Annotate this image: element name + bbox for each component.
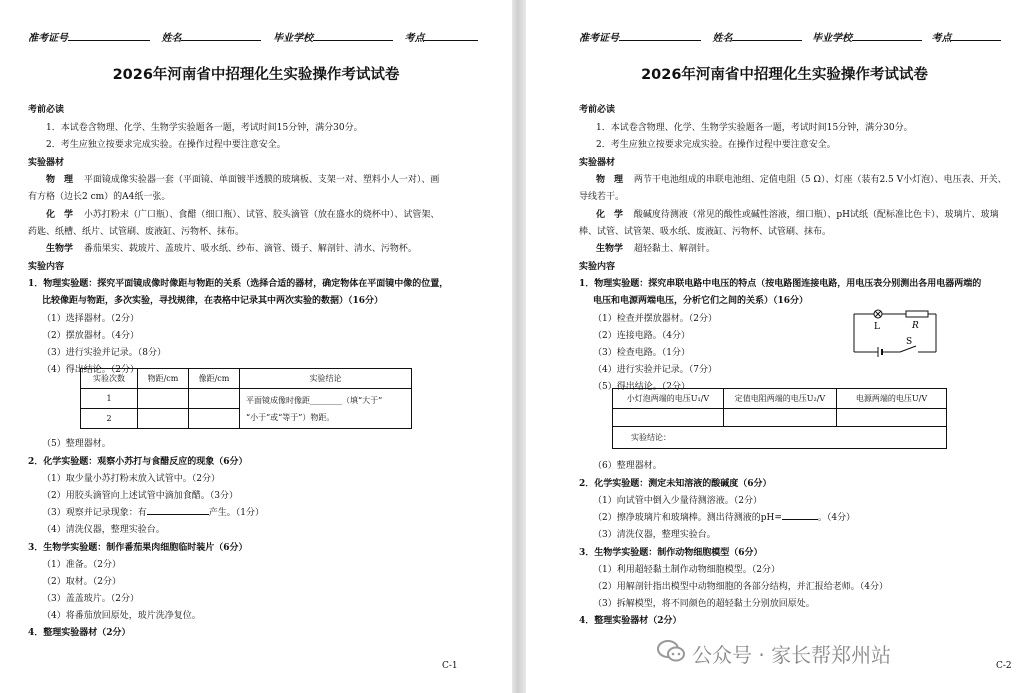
lamp-label: L xyxy=(874,322,880,332)
question-step: （3）盖盖玻片。（2分） xyxy=(42,594,139,604)
question-2-text: 2．化学实验题：观察小苏打与食醋反应的现象（6分） xyxy=(28,457,248,467)
table-header: 实验次数 xyxy=(81,369,138,389)
table-cell: 2 xyxy=(81,409,138,429)
resistor-voltage-cell[interactable] xyxy=(724,409,837,427)
image-distance-cell[interactable] xyxy=(189,389,240,409)
question-step: （1）选择器材。（2分） xyxy=(42,314,139,324)
physics-equipment: 有方格（边长2 cm）的A4纸一张。 xyxy=(28,192,171,202)
table-header: 像距/cm xyxy=(189,369,240,389)
header-fields xyxy=(579,29,1001,44)
notice-line: 1．本试卷含物理、化学、生物学实验题各一题，考试时间15分钟，满分30分。 xyxy=(596,123,913,133)
object-distance-cell[interactable] xyxy=(138,389,189,409)
exam-number-field[interactable] xyxy=(619,31,701,41)
school-field[interactable] xyxy=(852,31,922,41)
biology-equipment: 超轻黏土、解剖针。 xyxy=(633,244,715,254)
name-label: 姓名 xyxy=(712,33,733,44)
question-step: （1）利用超轻黏土制作动物细胞模型。（2分） xyxy=(593,565,780,575)
exam-number-field[interactable] xyxy=(68,31,150,41)
question-step: （4）得出结论。（2分） xyxy=(42,365,139,375)
question-step: 产生。（1分） xyxy=(208,508,264,518)
conclusion-label: 实验结论： xyxy=(631,433,671,442)
equipment-heading: 实验器材 xyxy=(28,158,65,168)
header-fields xyxy=(28,29,478,44)
ph-answer-blank[interactable] xyxy=(782,510,818,520)
question-4-text: 4．整理实验器材（2分） xyxy=(28,628,131,638)
question-step: （5）得出结论。（2分） xyxy=(593,382,690,392)
question-step: （6）整理器材。 xyxy=(593,461,662,471)
school-label: 毕业学校 xyxy=(811,33,852,44)
notice-line: 2．考生应独立按要求完成实验。在操作过程中要注意安全。 xyxy=(46,140,286,150)
question-step: （4）清洗仪器，整理实验台。 xyxy=(42,525,165,535)
question-step: （4）将番茄放回原处，玻片洗净复位。 xyxy=(42,611,201,621)
question-3-text: 3．生物学实验题：制作动物细胞模型（6分） xyxy=(579,548,763,558)
table-header: 小灯泡两端的电压U₁/V xyxy=(613,389,724,409)
answer-blank[interactable] xyxy=(147,505,209,515)
chemistry-equipment: 药匙、纸槽、纸片、试管刷、废液缸、污物杯、抹布。 xyxy=(28,227,245,237)
equipment-heading: 实验器材 xyxy=(579,158,616,168)
conclusion-text: “小于”或“等于”）物距。 xyxy=(246,412,335,422)
question-step: （5）整理器材。 xyxy=(42,439,111,449)
physics-equipment: 导线若干。 xyxy=(579,192,625,202)
question-4-text: 4．整理实验器材（2分） xyxy=(579,616,682,626)
question-step: （1）准备。（2分） xyxy=(42,560,121,570)
series-circuit-diagram xyxy=(848,306,940,360)
question-step: （2）连接电路。（4分） xyxy=(593,331,690,341)
table-header: 物距/cm xyxy=(138,369,189,389)
exam-site-field[interactable] xyxy=(951,31,1001,41)
physics-equipment: 两节干电池组成的串联电池组、定值电阻（5 Ω）、灯座（装有2.5 V小灯泡）、电压表、开关、 xyxy=(633,175,1007,185)
wechat-icon xyxy=(656,638,686,664)
biology-label: 生物学 xyxy=(596,244,624,254)
chemistry-equipment: 小苏打粉末（广口瓶）、食醋（细口瓶）、试管、胶头滴管（放在盛水的烧杯中）、试管架、 xyxy=(83,210,440,220)
question-2-text: 2．化学实验题：测定未知溶液的酸碱度（6分） xyxy=(579,479,772,489)
exam-site-label: 考点 xyxy=(404,33,425,44)
question-1-text: 1．物理实验题：探究平面镜成像时像距与物距的关系（选择合适的器材，确定物体在平面镜中像的位置， xyxy=(28,279,449,289)
page-number: C-1 xyxy=(442,661,458,671)
content-heading: 实验内容 xyxy=(579,262,616,272)
question-1-text: 电压和电源两端电压，分析它们之间的关系）（16分） xyxy=(593,296,809,306)
page-title: 2026年河南省中招理化生实验操作考试试卷 xyxy=(641,67,928,83)
source-voltage-cell[interactable] xyxy=(837,409,947,427)
image-distance-cell[interactable] xyxy=(189,409,240,429)
question-step: （3）检查电路。（1分） xyxy=(593,348,690,358)
table-cell: 1 xyxy=(81,389,138,409)
question-step: （3）进行实验并记录。（8分） xyxy=(42,348,166,358)
table-header: 定值电阻两端的电压U₂/V xyxy=(724,389,837,409)
question-step: （2）擦净玻璃片和玻璃棒。测出待测液的pH= xyxy=(593,513,782,523)
biology-label: 生物学 xyxy=(46,244,74,254)
chemistry-label: 化 学 xyxy=(46,210,74,220)
resistor-label: R xyxy=(912,321,919,331)
conclusion-cell[interactable] xyxy=(613,427,947,449)
mirror-data-table xyxy=(80,368,412,429)
question-step: （1）向试管中倒入少量待测溶液。（2分） xyxy=(593,496,762,506)
chemistry-equipment: 酸碱度待测液（常见的酸性或碱性溶液，细口瓶）、pH试纸（配标准比色卡）、玻璃片、玻璃 xyxy=(633,210,999,220)
exam-site-field[interactable] xyxy=(424,31,478,41)
exam-number-label: 准考证号 xyxy=(579,33,619,44)
lamp-voltage-cell[interactable] xyxy=(613,409,724,427)
name-field[interactable] xyxy=(732,31,802,41)
notice-heading: 考前必读 xyxy=(28,105,65,115)
question-step: （3）观察并记录现象：有 xyxy=(42,508,147,518)
table-header: 实验结论 xyxy=(240,369,412,389)
page-title: 2026年河南省中招理化生实验操作考试试卷 xyxy=(112,67,400,83)
exam-number-label: 准考证号 xyxy=(28,33,68,44)
question-1-text: 比较像距与物距，多次实验，寻找规律，在表格中记录其中两次实验的数据）（16分） xyxy=(42,296,384,306)
conclusion-text: 平面镜成像时像距________（填“大于” xyxy=(246,395,383,405)
question-3-text: 3．生物学实验题：制作番茄果肉细胞临时装片（6分） xyxy=(28,543,248,553)
conclusion-cell[interactable] xyxy=(240,389,412,429)
question-step: （2）取材。（2分） xyxy=(42,577,121,587)
table-header: 电源两端的电压U/V xyxy=(837,389,947,409)
question-step: （2）摆放器材。（4分） xyxy=(42,331,139,341)
page-number: C-2 xyxy=(996,661,1012,671)
question-step: （2）用解剖针指出模型中动物细胞的各部分结构，并汇报给老师。（4分） xyxy=(593,582,888,592)
school-field[interactable] xyxy=(313,31,393,41)
question-step: （1）取少量小苏打粉末放入试管中。（2分） xyxy=(42,474,220,484)
physics-label: 物 理 xyxy=(46,175,74,185)
question-step: （1）检查并摆放器材。（2分） xyxy=(593,314,717,324)
exam-site-label: 考点 xyxy=(931,33,952,44)
school-label: 毕业学校 xyxy=(272,33,313,44)
notice-line: 2．考生应独立按要求完成实验。在操作过程中要注意安全。 xyxy=(596,140,836,150)
question-1-text: 1．物理实验题：探究串联电路中电压的特点（按电路图连接电路，用电压表分别测出各用电器两端的 xyxy=(579,279,982,289)
question-step: （2）用胶头滴管向上述试管中滴加食醋。（3分） xyxy=(42,491,238,501)
physics-label: 物 理 xyxy=(596,175,624,185)
chemistry-label: 化 学 xyxy=(596,210,624,220)
notice-line: 1．本试卷含物理、化学、生物学实验题各一题，考试时间15分钟，满分30分。 xyxy=(46,123,363,133)
physics-equipment: 平面镜成像实验器一套（平面镜、单面镀半透膜的玻璃板、支架一对、塑料小人一对）、画 xyxy=(83,175,440,185)
question-step: 。（4分） xyxy=(817,513,856,523)
biology-equipment: 番茄果实、载玻片、盖玻片、吸水纸、纱布、滴管、镊子、解剖针、清水、污物杯。 xyxy=(83,244,417,254)
question-step: （3）清洗仪器，整理实验台。 xyxy=(593,530,716,540)
content-heading: 实验内容 xyxy=(28,262,65,272)
name-label: 姓名 xyxy=(161,33,182,44)
exam-page-2 xyxy=(526,0,1023,693)
watermark-text: 公众号 · 家长帮郑州站 xyxy=(692,643,892,667)
voltage-data-table xyxy=(612,388,947,449)
page-divider xyxy=(512,0,526,693)
chemistry-equipment: 棒、试管、试管架、吸水纸、废液缸、污物杯、试管刷、抹布。 xyxy=(579,227,832,237)
question-step: （3）拆解模型，将不同颜色的超轻黏土分别放回原处。 xyxy=(593,599,815,609)
question-step: （4）进行实验并记录。（7分） xyxy=(593,365,717,375)
name-field[interactable] xyxy=(181,31,261,41)
switch-label: S xyxy=(906,337,913,347)
notice-heading: 考前必读 xyxy=(579,105,616,115)
object-distance-cell[interactable] xyxy=(138,409,189,429)
